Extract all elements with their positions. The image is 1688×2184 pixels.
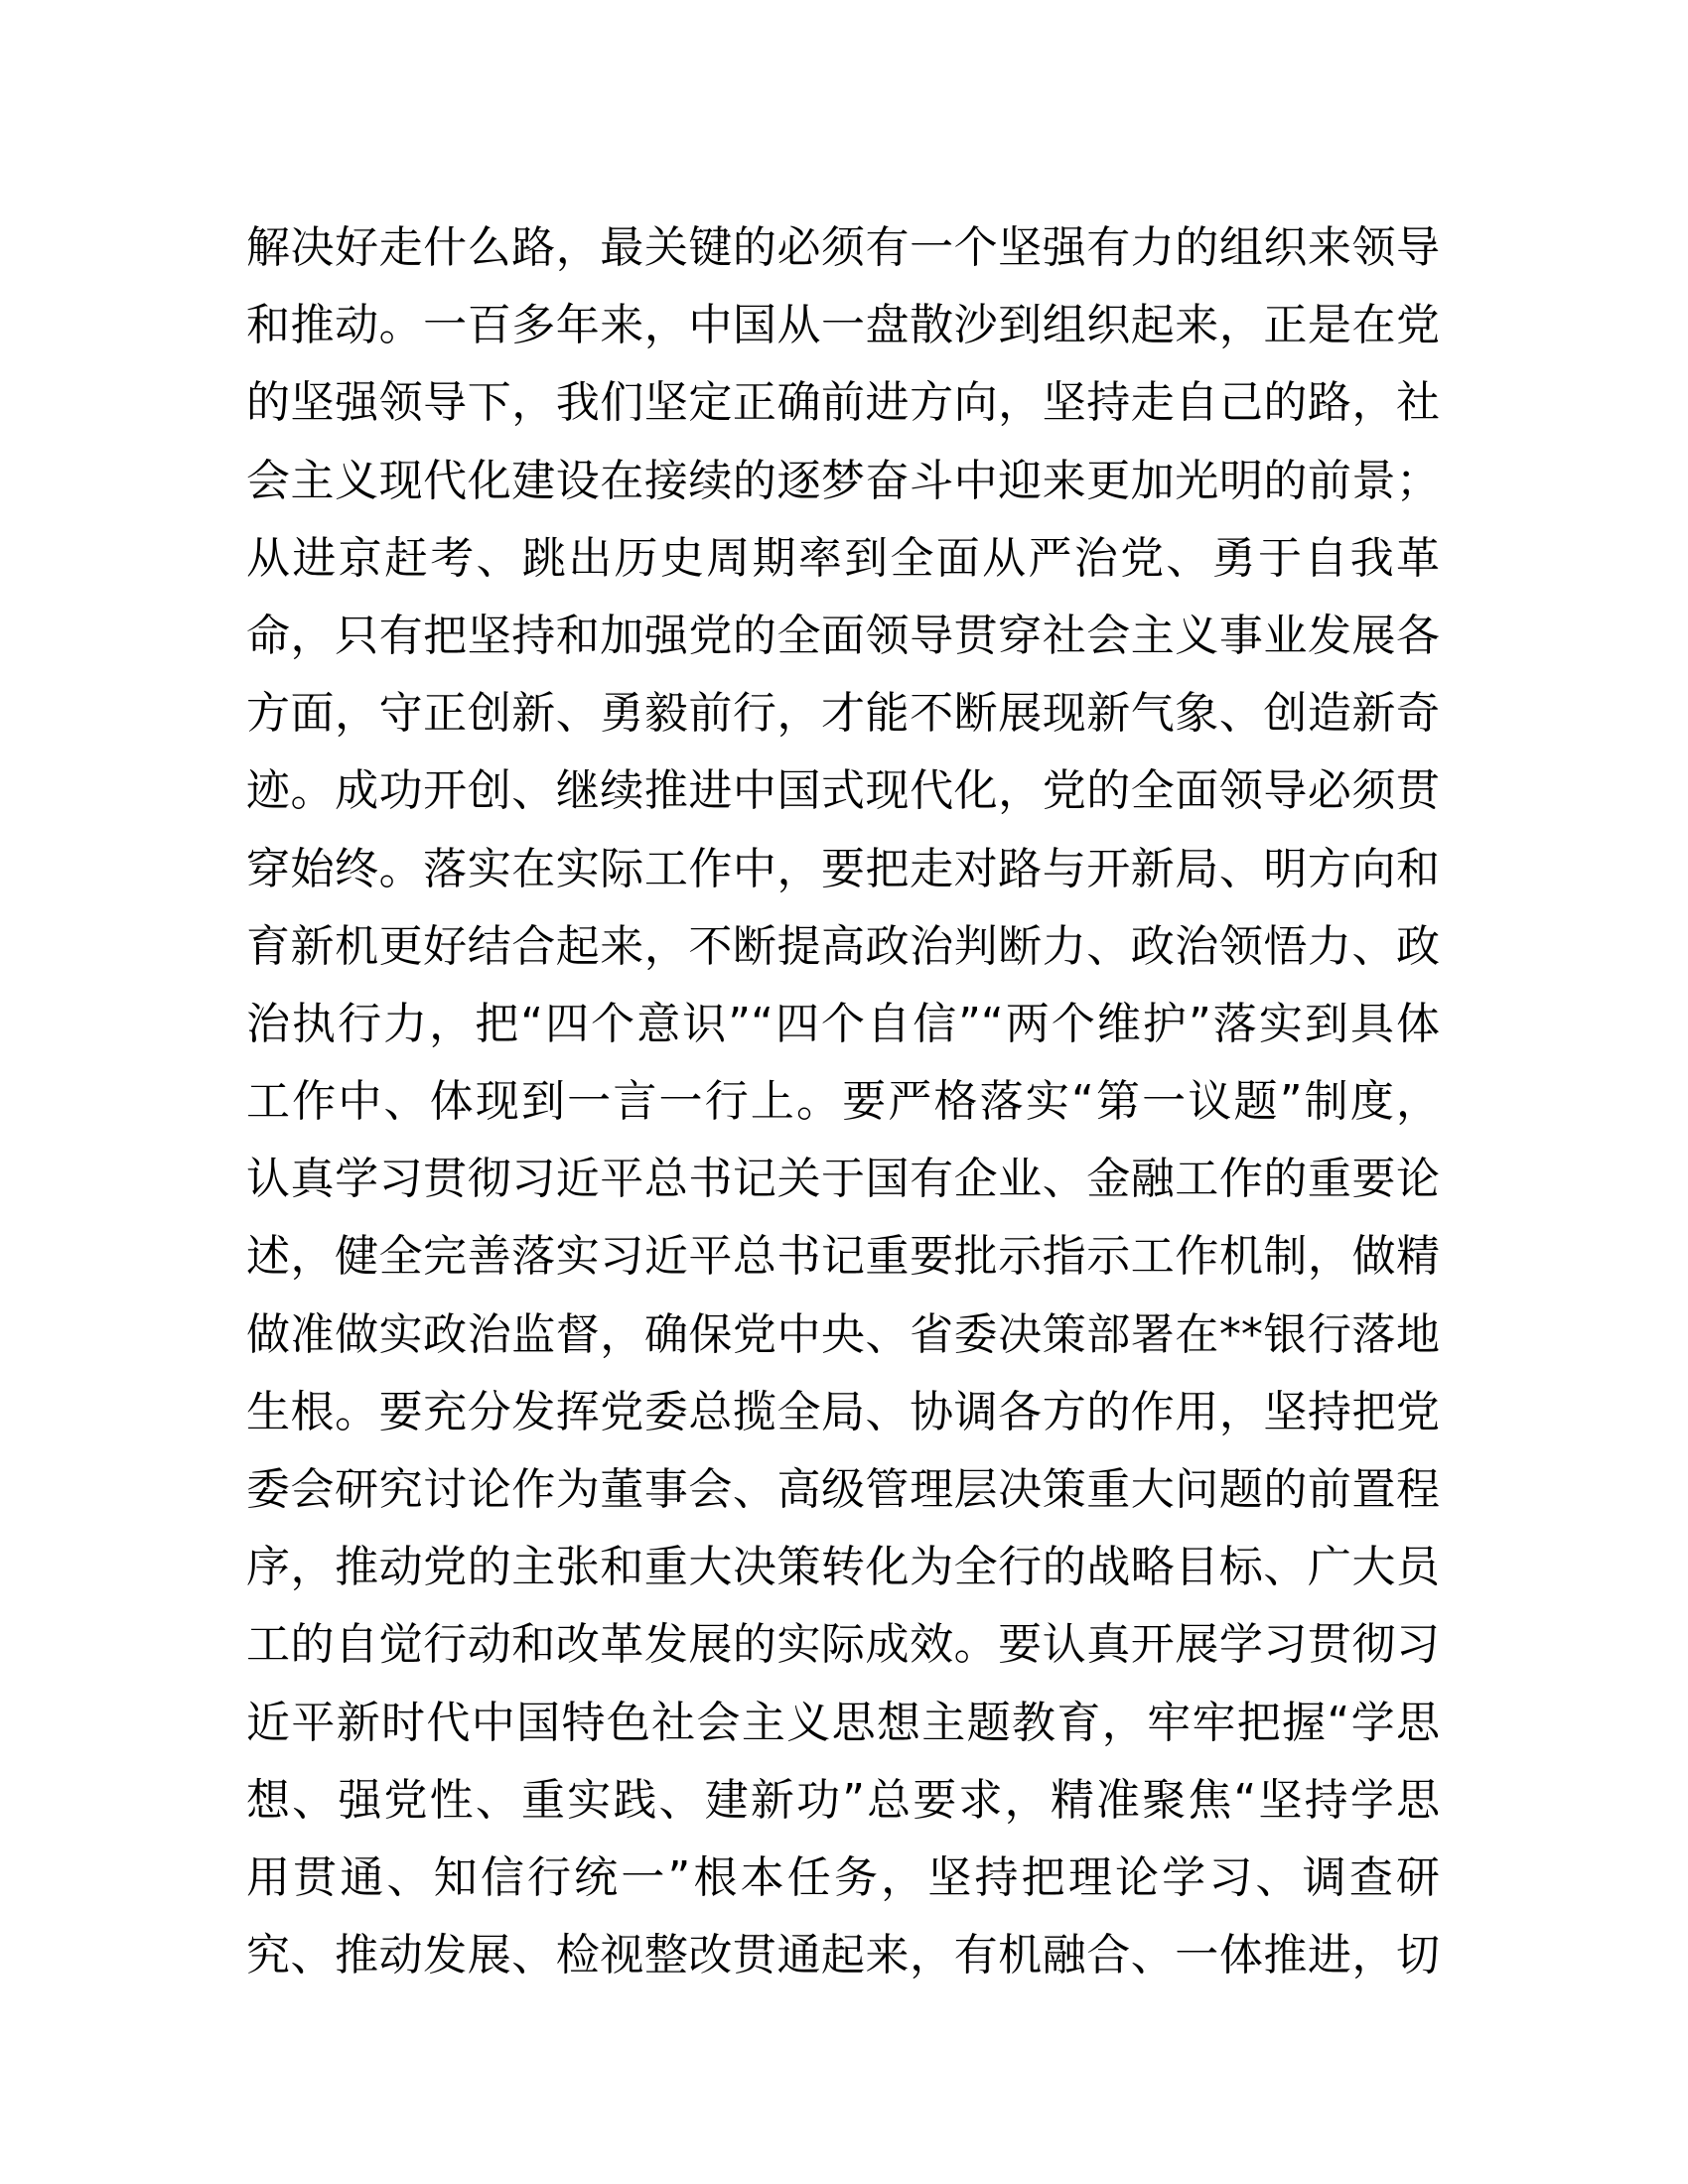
text-line: 生根。要充分发挥党委总揽全局、协调各方的作用，坚持把党 (246, 1386, 1440, 1437)
text-line: 用贯通、知信行统一”根本任务，坚持把理论学习、调查研 (246, 1851, 1440, 1903)
text-line: 的坚强领导下，我们坚定正确前进方向，坚持走自己的路，社 (246, 377, 1440, 429)
text-line: 究、推动发展、检视整改贯通起来，有机融合、一体推进，切 (246, 1930, 1440, 1981)
text-line: 从进京赶考、跳出历史周期率到全面从严治党、勇于自我革 (246, 532, 1440, 584)
text-line: 和推动。一百多年来，中国从一盘散沙到组织起来，正是在党 (246, 300, 1440, 351)
document-body (246, 209, 1440, 1994)
text-line: 序，推动党的主张和重大决策转化为全行的战略目标、广大员 (246, 1542, 1440, 1593)
text-line: 近平新时代中国特色社会主义思想主题教育，牢牢把握“学思 (246, 1697, 1440, 1748)
text-line: 工的自觉行动和改革发展的实际成效。要认真开展学习贯彻习 (246, 1619, 1440, 1671)
text-line: 育新机更好结合起来，不断提高政治判断力、政治领悟力、政 (246, 920, 1440, 972)
text-line: 委会研究讨论作为董事会、高级管理层决策重大问题的前置程 (246, 1464, 1440, 1515)
text-line: 迹。成功开创、继续推进中国式现代化，党的全面领导必须贯 (246, 765, 1440, 817)
text-line: 命，只有把坚持和加强党的全面领导贯穿社会主义事业发展各 (246, 610, 1440, 661)
text-line: 做准做实政治监督，确保党中央、省委决策部署在**银行落地 (246, 1308, 1440, 1360)
text-line: 认真学习贯彻习近平总书记关于国有企业、金融工作的重要论 (246, 1154, 1440, 1205)
text-line: 治执行力，把“四个意识”“四个自信”“两个维护”落实到具体 (246, 998, 1440, 1049)
text-line: 想、强党性、重实践、建新功”总要求，精准聚焦“坚持学思 (246, 1774, 1440, 1826)
text-line: 述，健全完善落实习近平总书记重要批示指示工作机制，做精 (246, 1231, 1440, 1283)
text-line: 解决好走什么路，最关键的必须有一个坚强有力的组织来领导 (246, 222, 1440, 273)
text-line: 穿始终。落实在实际工作中，要把走对路与开新局、明方向和 (246, 843, 1440, 894)
text-line: 工作中、体现到一言一行上。要严格落实“第一议题”制度， (246, 1076, 1440, 1128)
text-line: 会主义现代化建设在接续的逐梦奋斗中迎来更加光明的前景； (246, 455, 1440, 506)
text-line: 方面，守正创新、勇毅前行，才能不断展现新气象、创造新奇 (246, 688, 1440, 740)
